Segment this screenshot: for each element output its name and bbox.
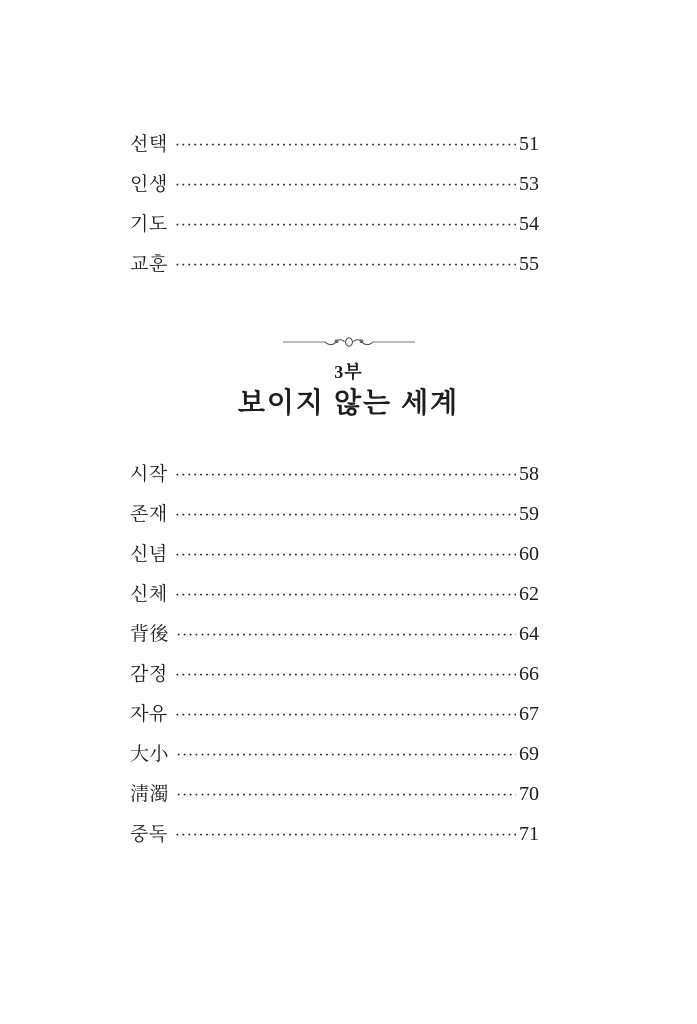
- toc-entry-page-number: 54: [519, 213, 539, 235]
- toc-entry[interactable]: [130, 239, 539, 279]
- part-title: 보이지 않는 세계: [237, 388, 460, 419]
- toc-entry-title: 인생: [130, 174, 168, 195]
- toc-entry[interactable]: [130, 609, 539, 649]
- toc-entry[interactable]: [130, 729, 539, 769]
- toc-entry-title: 교훈: [130, 254, 168, 275]
- toc-entry-title: 존재: [130, 504, 168, 525]
- toc-entry-title: 淸濁: [130, 784, 170, 805]
- toc-entry-title: 자유: [130, 704, 168, 725]
- toc-entry[interactable]: [130, 769, 539, 809]
- toc-entry-page-number: 62: [519, 583, 539, 605]
- dot-leader: [175, 547, 516, 565]
- dot-leader: [176, 627, 516, 645]
- toc-list-previous-part: [130, 119, 539, 279]
- toc-entry-page-number: 67: [519, 703, 539, 725]
- toc-entry[interactable]: [130, 689, 539, 729]
- toc-entry-page-number: 53: [519, 173, 539, 195]
- dot-leader: [176, 787, 516, 805]
- toc-entry-page-number: 66: [519, 663, 539, 685]
- toc-entry[interactable]: [130, 569, 539, 609]
- toc-entry-title: 중독: [130, 824, 168, 845]
- toc-entry-title: 기도: [130, 214, 168, 235]
- toc-entry[interactable]: [130, 199, 539, 239]
- toc-entry-page-number: 51: [519, 133, 539, 155]
- toc-entry-page-number: 59: [519, 503, 539, 525]
- toc-entry-page-number: 60: [519, 543, 539, 565]
- toc-entry-title: 선택: [130, 134, 168, 155]
- dot-leader: [175, 467, 516, 485]
- toc-entry-title: 大小: [130, 744, 170, 765]
- toc-entry[interactable]: [130, 529, 539, 569]
- toc-entry-title: 背後: [130, 624, 170, 645]
- toc-entry-page-number: 71: [519, 823, 539, 845]
- toc-entry-title: 신념: [130, 544, 168, 565]
- toc-entry-title: 신체: [130, 584, 168, 605]
- toc-entry-page-number: 70: [519, 783, 539, 805]
- toc-entry[interactable]: [130, 489, 539, 529]
- toc-entry-page-number: 64: [519, 623, 539, 645]
- toc-entry-page-number: 55: [519, 253, 539, 275]
- dot-leader: [176, 747, 516, 765]
- dot-leader: [175, 707, 516, 725]
- dot-leader: [175, 137, 516, 155]
- dot-leader: [175, 257, 516, 275]
- toc-entry-page-number: 58: [519, 463, 539, 485]
- dot-leader: [175, 827, 516, 845]
- dot-leader: [175, 217, 516, 235]
- toc-entry[interactable]: [130, 119, 539, 159]
- dot-leader: [175, 587, 516, 605]
- toc-entry[interactable]: [130, 159, 539, 199]
- ornamental-divider-icon: [130, 335, 567, 349]
- part-header: [130, 335, 567, 421]
- toc-list-part3: [130, 449, 539, 849]
- dot-leader: [175, 507, 516, 525]
- toc-entry[interactable]: [130, 809, 539, 849]
- dot-leader: [175, 667, 516, 685]
- dot-leader: [175, 177, 516, 195]
- part-number-label: 3부: [334, 362, 363, 382]
- toc-entry[interactable]: [130, 449, 539, 489]
- toc-entry-page-number: 69: [519, 743, 539, 765]
- toc-entry-title: 감정: [130, 664, 168, 685]
- toc-entry[interactable]: [130, 649, 539, 689]
- toc-entry-title: 시작: [130, 464, 168, 485]
